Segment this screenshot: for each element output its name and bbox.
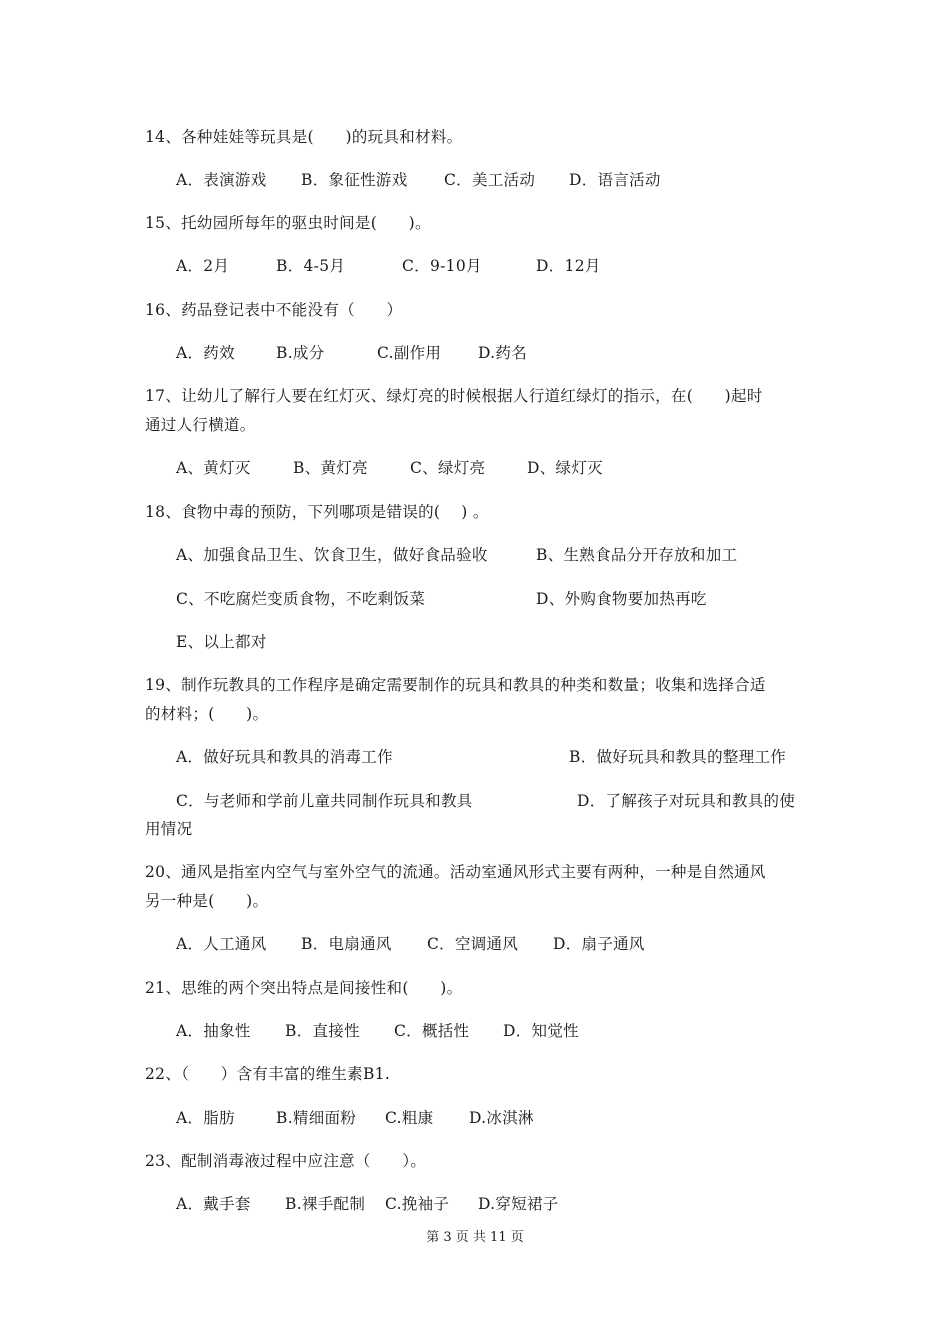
question-20-stem-line1: 20、通风是指室内空气与室外空气的流通。活动室通风形式主要有两种，一种是自然通风 [145,863,766,881]
question-17-stem-line2: 通过人行横道。 [145,416,256,434]
q19-option-d-continued: 用情况 [145,820,193,838]
q20-option-a: A．人工通风 [176,935,267,953]
question-19-stem-line1: 19、制作玩教具的工作程序是确定需要制作的玩具和教具的种类和数量；收集和选择合适 [145,676,766,694]
q22-option-a: A．脂肪 [176,1109,235,1127]
q14-option-d: D．语言活动 [569,171,661,189]
q20-option-d: D．扇子通风 [553,935,645,953]
q17-option-c: C、绿灯亮 [410,459,486,477]
q17-option-b: B、黄灯亮 [293,459,368,477]
q20-option-c: C．空调通风 [427,935,519,953]
q15-option-b: B．4-5月 [276,257,346,275]
q14-option-b: B．象征性游戏 [301,171,408,189]
page-footer: 第 3 页 共 11 页 [426,1230,524,1245]
q18-option-e: E、以上都对 [176,633,267,651]
q18-option-b: B、生熟食品分开存放和加工 [536,546,738,564]
q16-option-a: A．药效 [176,344,235,362]
q15-option-c: C．9-10月 [402,257,482,275]
q18-option-a: A、加强食品卫生、饮食卫生，做好食品验收 [176,546,488,564]
q23-option-d: D.穿短裙子 [478,1195,559,1213]
q16-option-c: C.副作用 [377,344,442,362]
question-22-stem: 22、（ ）含有丰富的维生素B1. [145,1065,391,1083]
q15-option-d: D．12月 [536,257,601,275]
q21-option-c: C．概括性 [394,1022,470,1040]
q14-option-a: A．表演游戏 [176,171,267,189]
q21-option-a: A．抽象性 [176,1022,251,1040]
q18-option-c: C、不吃腐烂变质食物，不吃剩饭菜 [176,590,426,608]
question-20-stem-line2: 另一种是( )。 [145,892,269,910]
question-19-stem-line2: 的材料；( )。 [145,705,269,723]
q16-option-d: D.药名 [478,344,528,362]
q23-option-a: A．戴手套 [176,1195,251,1213]
q20-option-b: B．电扇通风 [301,935,392,953]
q22-option-c: C.粗康 [385,1109,434,1127]
question-17-stem-line1: 17、让幼儿了解行人要在红灯灭、绿灯亮的时候根据人行道红绿灯的指示，在( )起时 [145,387,763,405]
question-14-stem: 14、各种娃娃等玩具是( )的玩具和材料。 [145,128,463,146]
question-18-stem: 18、食物中毒的预防，下列哪项是错误的( ) 。 [145,503,489,521]
q22-option-d: D.冰淇淋 [469,1109,534,1127]
question-16-stem: 16、药品登记表中不能没有（ ） [145,301,403,319]
q21-option-b: B．直接性 [285,1022,360,1040]
q19-option-b: B．做好玩具和教具的整理工作 [569,748,787,766]
q14-option-c: C．美工活动 [444,171,536,189]
question-23-stem: 23、配制消毒液过程中应注意（ ）。 [145,1152,427,1170]
q21-option-d: D．知觉性 [503,1022,579,1040]
q18-option-d: D、外购食物要加热再吃 [536,590,707,608]
q17-option-a: A、黄灯灭 [176,459,251,477]
question-15-stem: 15、托幼园所每年的驱虫时间是( )。 [145,214,431,232]
q15-option-a: A．2月 [176,257,230,275]
q23-option-c: C.挽袖子 [385,1195,450,1213]
q17-option-d: D、绿灯灭 [527,459,603,477]
q19-option-a: A．做好玩具和教具的消毒工作 [176,748,393,766]
q19-option-d: D．了解孩子对玩具和教具的使 [577,792,796,810]
q22-option-b: B.精细面粉 [276,1109,357,1127]
q23-option-b: B.裸手配制 [285,1195,366,1213]
q19-option-c: C．与老师和学前儿童共同制作玩具和教具 [176,792,473,810]
q16-option-b: B.成分 [276,344,325,362]
question-21-stem: 21、思维的两个突出特点是间接性和( )。 [145,979,463,997]
